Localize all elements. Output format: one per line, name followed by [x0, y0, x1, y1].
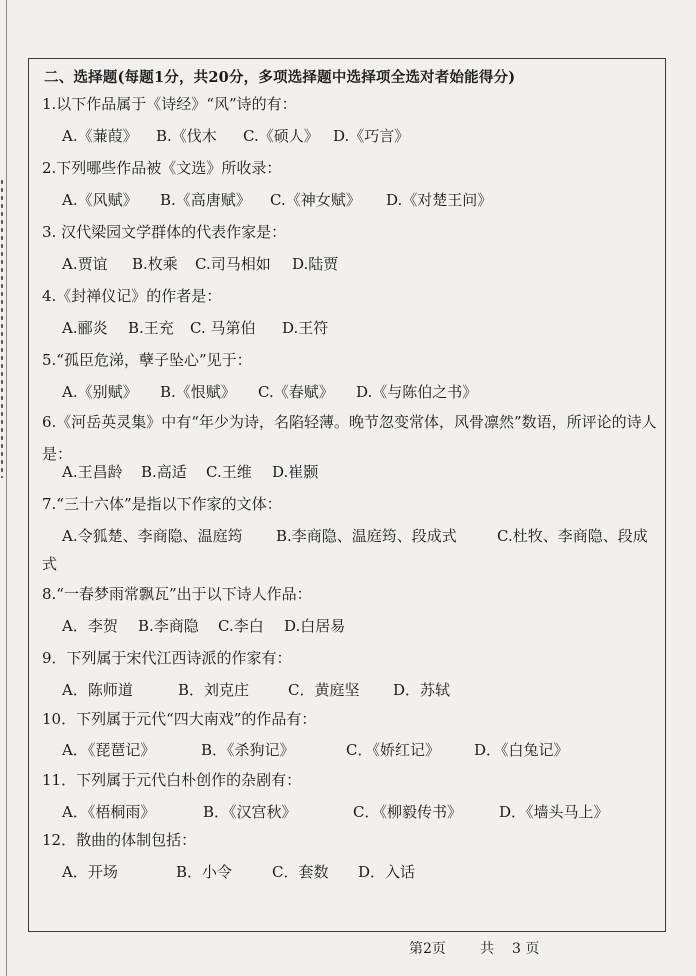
question-10-option-a: A．《琵琶记》: [62, 741, 156, 759]
question-4-option-b: B.王充: [128, 319, 174, 337]
question-9-option-d: D．苏轼: [393, 681, 451, 699]
question-2-options: [0, 184, 696, 216]
question-9-option-b: B．刘克庄: [178, 681, 250, 699]
question-1-option-d: D.《巧言》: [333, 127, 410, 145]
question-9-stem: 9．下列属于宋代江西诗派的作家有：: [42, 649, 292, 667]
question-9-option-a: A．陈师道: [62, 681, 133, 699]
question-12-options: [0, 856, 696, 888]
question-5-stem: 5.“孤臣危涕，孽子坠心”见于：: [42, 351, 252, 369]
question-4-option-d: D.王符: [282, 319, 329, 337]
question-5-option-a: A.《别赋》: [62, 383, 138, 401]
section-title: 二、选择题(每题1分，共20分，多项选择题中选择项全选对者始能得分): [44, 69, 516, 86]
question-12-option-a: A．开场: [62, 863, 118, 881]
question-8-stem: 8.“一春梦雨常飘瓦”出于以下诗人作品：: [42, 585, 312, 603]
question-4-option-a: A.郦炎: [62, 319, 108, 337]
question-7-option-b: B.李商隐、温庭筠、段成式: [276, 527, 457, 545]
question-12-stem: 12．散曲的体制包括：: [42, 831, 197, 849]
question-12-option-c: C．套数: [272, 863, 329, 881]
question-7-option-a: A.令狐楚、李商隐、温庭筠: [62, 527, 243, 545]
question-5-option-b: B.《恨赋》: [160, 383, 236, 401]
question-3-option-c: C.司马相如: [195, 255, 271, 273]
question-5-option-d: D.《与陈伯之书》: [356, 383, 478, 401]
question-5-option-c: C.《春赋》: [258, 383, 334, 401]
question-6-option-c: C.王维: [206, 463, 252, 481]
question-6-options: [0, 456, 696, 488]
question-12-option-d: D．入话: [358, 863, 416, 881]
question-2-option-b: B.《高唐赋》: [160, 191, 251, 209]
question-6-option-a: A.王昌龄: [62, 463, 123, 481]
question-8-options: [0, 610, 696, 642]
question-11-option-d: D．《墙头马上》: [499, 803, 609, 821]
question-7-options: [0, 520, 696, 552]
question-1-option-b: B.《伐木: [156, 127, 217, 145]
question-7-option-c: C.杜牧、李商隐、段成: [497, 527, 648, 545]
question-10-option-d: D．《白兔记》: [474, 741, 569, 759]
question-6-option-b: B.高适: [141, 463, 187, 481]
question-7-option-c-continuation: 式: [42, 555, 58, 573]
footer-separator: 共: [480, 941, 494, 957]
question-9-options: [0, 674, 696, 706]
question-8-option-a: A．李贺: [62, 617, 118, 635]
question-1-stem: 1.以下作品属于《诗经》“风”诗的有：: [42, 95, 297, 113]
question-2-option-d: D.《对楚王问》: [386, 191, 493, 209]
question-4-options: [0, 312, 696, 344]
question-10-stem: 10．下列属于元代“四大南戏”的作品有：: [42, 710, 317, 728]
question-3-stem: 3. 汉代梁园文学群体的代表作家是：: [42, 223, 287, 241]
question-4-stem: 4.《封禅仪记》的作者是：: [42, 287, 222, 305]
question-10-option-c: C．《娇红记》: [346, 741, 440, 759]
question-3-option-d: D.陆贾: [292, 255, 339, 273]
question-4-option-c: C. 马第伯: [190, 319, 256, 337]
question-2-option-c: C.《神女赋》: [270, 191, 361, 209]
question-11-option-c: C．《柳毅传书》: [353, 803, 462, 821]
question-3-options: [0, 248, 696, 280]
question-8-option-d: D.白居易: [284, 617, 346, 635]
question-11-option-a: A．《梧桐雨》: [62, 803, 156, 821]
question-5-options: [0, 376, 696, 408]
question-3-option-a: A.贾谊: [62, 255, 108, 273]
question-1-option-a: A.《蒹葭》: [62, 127, 138, 145]
question-8-option-b: B.李商隐: [138, 617, 199, 635]
question-1-option-c: C.《硕人》: [243, 127, 319, 145]
footer-total-pages: 3 页: [512, 941, 540, 957]
question-7-stem: 7.“三十六体”是指以下作家的文体：: [42, 495, 282, 513]
question-10-options: [0, 734, 696, 766]
question-10-option-b: B．《杀狗记》: [201, 741, 295, 759]
question-6-stem: 6.《河岳英灵集》中有“年少为诗，名陷轻薄。晚节忽变常体，风骨凛然”数语，所评论的诗人是：: [42, 413, 657, 463]
question-2-stem: 2.下列哪些作品被《文选》所收录：: [42, 159, 282, 177]
question-6-option-d: D.崔颢: [272, 463, 319, 481]
footer-page-number: 第2页: [409, 941, 446, 957]
question-11-stem: 11．下列属于元代白朴创作的杂剧有：: [42, 771, 302, 789]
question-8-option-c: C.李白: [218, 617, 264, 635]
question-12-option-b: B．小令: [176, 863, 233, 881]
question-2-option-a: A.《风赋》: [62, 191, 138, 209]
question-3-option-b: B.枚乘: [132, 255, 178, 273]
question-9-option-c: C．黄庭坚: [288, 681, 360, 699]
question-1-options: [0, 120, 696, 152]
question-11-option-b: B．《汉宫秋》: [203, 803, 297, 821]
